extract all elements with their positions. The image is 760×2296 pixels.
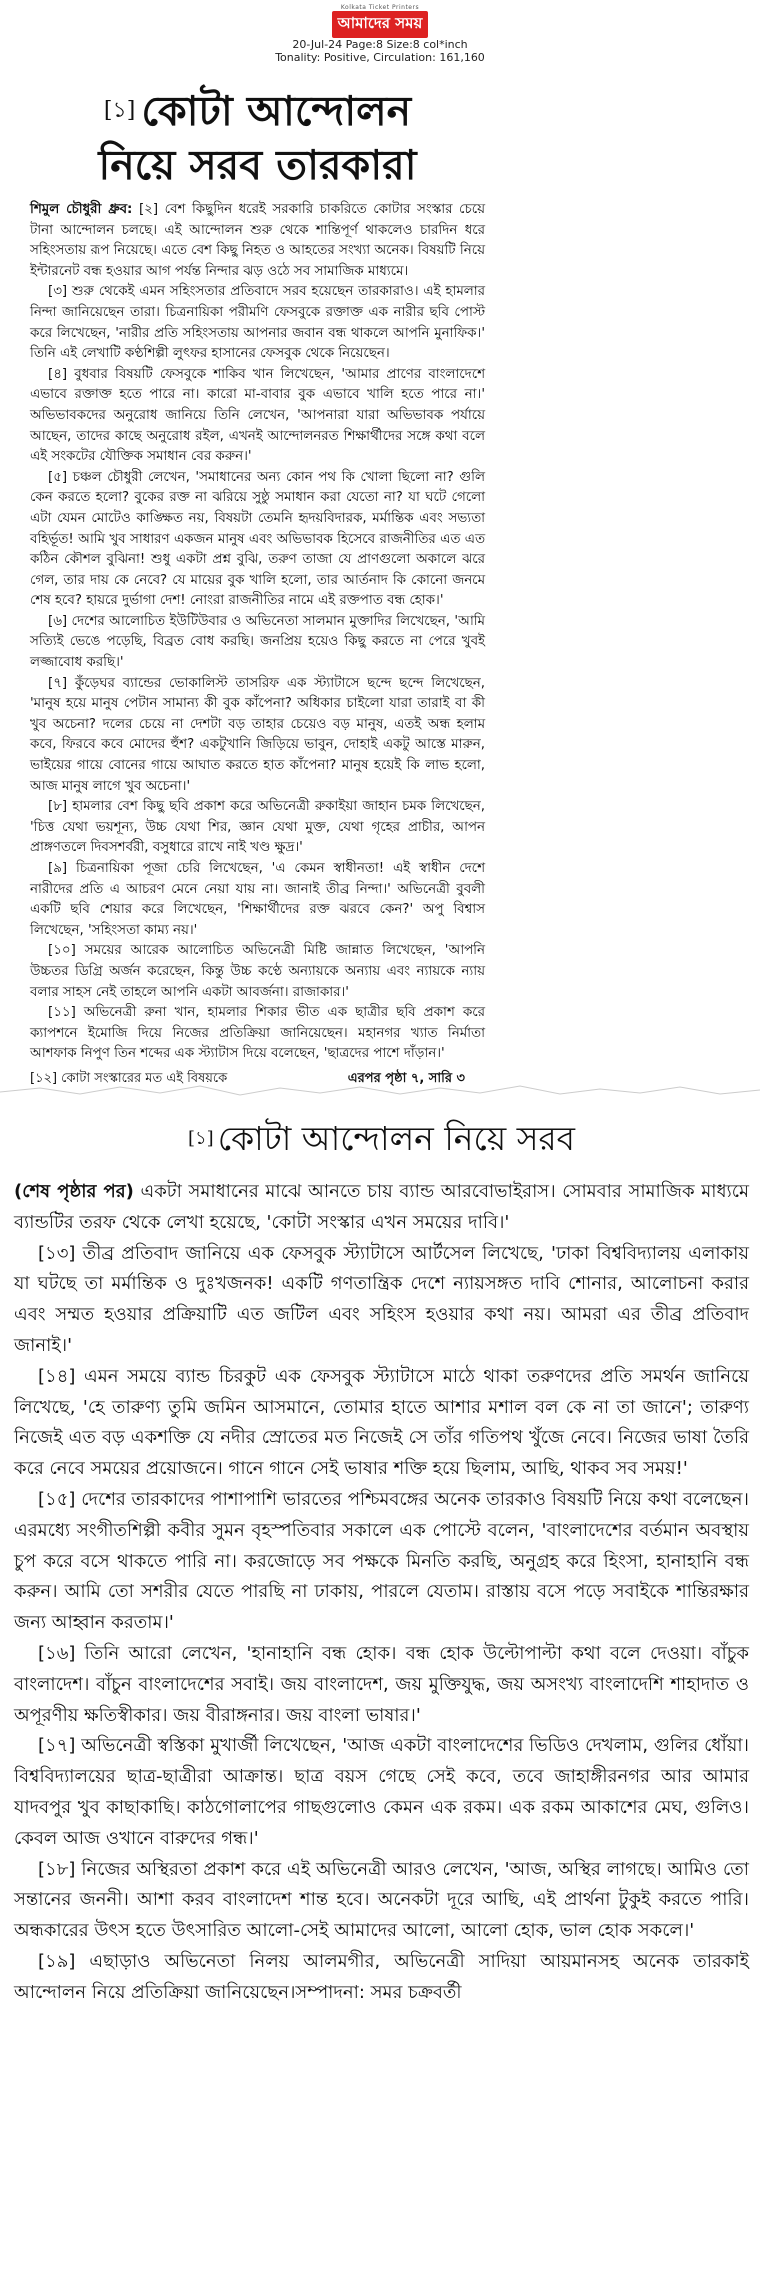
headline-line1: কোটা আন্দোলন — [141, 87, 412, 135]
headline-line2: নিয়ে সরব তারকারা — [98, 141, 417, 189]
article-body — [30, 200, 485, 1090]
article-clip-front — [30, 84, 485, 1086]
paragraph: [৩] শুরু থেকেই এমন সহিংসতার প্রতিবাদে সরব হয়েছেন তারকারাও। এই হামলার নিন্দা জানিয়েছেন তারা। চিত্রনায়িকা পরীমণি ফেসবুকে রক্তাক্ত এক নারীর ছবি পোস্ট করে লিখেছেন, 'নারীর প্রতি সহিংসতায় আপনার জবান বন্ধ থাকলে আপনি মুনাফিক।' তিনি এই লেখাটি কণ্ঠশিল্পী লুৎফর হাসানের ফেসবুক থেকে নিয়েছেন। — [30, 284, 485, 362]
newspaper-logo — [332, 4, 429, 38]
continued-body — [14, 1177, 749, 2009]
logo-text: আমাদের সময় — [332, 11, 429, 38]
clip-divider — [0, 1072, 760, 1112]
paragraph — [14, 1177, 749, 1239]
continued-on-page: এরপর পৃষ্ঠা ৭, সারি ৩ — [347, 1070, 465, 1086]
paragraph: [৮] হামলার বেশ কিছু ছবি প্রকাশ করে অভিনেত্রী রুকাইয়া জাহান চমক লিখেছেন, 'চিত্ত যেথা ভয়শূন্য, উচ্চ যেথা শির, জ্ঞান যেথা মুক্ত, যেথা গৃহের প্রাচীর, আপন প্রাঙ্গণতলে দিবসশর্বরী, বসুধারে রাখে নাই খণ্ড ক্ষুদ্র।' — [30, 799, 485, 856]
paragraph: [৯] চিত্রনায়িকা পূজা চেরি লিখেছেন, 'এ কেমন স্বাধীনতা! এই স্বাধীন দেশে নারীদের প্রতি এ আচরণ মেনে নেয়া যায় না। জানাই তীব্র নিন্দা।' অভিনেত্রী বুবলী একটি ছবি শেয়ার করে লিখেছেন, 'শিক্ষার্থীদের রক্ত ঝরবে কেন?' অপু বিশ্বাস লিখেছেন, 'সহিংসতা কাম্য নয়।' — [30, 861, 485, 938]
paragraph: [১৯] এছাড়াও অভিনেতা নিলয় আলমগীর, অভিনেত্রী সাদিয়া আয়মানসহ অনেক তারকাই আন্দোলন নিয়ে প্রতিক্রিয়া জানিয়েছেন।সম্পাদনা: সমর চক্রবর্তী — [14, 1950, 749, 2003]
clip-meta-line2: Tonality: Positive, Circulation: 161,160 — [275, 51, 485, 64]
continued-from: (শেষ পৃষ্ঠার পর) — [14, 1181, 134, 1202]
clipping-header — [0, 0, 760, 62]
logo-caption: Kolkata Ticket Printers — [340, 4, 420, 11]
paragraph: [৫] চঞ্চল চৌধুরী লেখেন, 'সমাধানের অন্য কোন পথ কি খোলা ছিলো না? গুলি কেন করতে হলো? বুকের রক্ত না ঝরিয়ে সুষ্ঠু সমাধান করা যেতো না? যা ঘটে গেলো এটা যেমন মোটেও কাঙ্ক্ষিত নয়, বিষয়টা তেমনি হৃদয়বিদারক, মর্মান্তিক এবং সভ্যতা বহির্ভূত! আমি খুব সাধারণ একজন মানুষ এবং অভিভাবক হিসেবে রাজনীতির এত এত কঠিন কৌশল বুঝিনা! শুধু একটা প্রশ্ন বুঝি, তরুণ তাজা যে প্রাণগুলো অকালে ঝরে গেল, তার দায় কে নেবে? যে মায়ের বুক খালি হলো, তার আর্তনাদ কি কোনো জনমে শেষ হবে? হায়রে দুর্ভাগা দেশ! নোংরা রাজনীতির নামে এই রক্তপাত বন্ধ হোক।' — [30, 469, 485, 609]
paragraph — [30, 200, 485, 282]
article-headline — [30, 84, 485, 192]
paragraph: [৪] বুধবার বিষয়টি ফেসবুকে শাকিব খান লিখেছেন, 'আমার প্রাণের বাংলাদেশে এভাবে রক্তাক্ত হতে পারে না। কারো মা-বাবার বুক এভাবে খালি হতে পারে না।' অভিভাবকদের অনুরোধ জানিয়ে তিনি লেখেন, 'আপনারা যারা অভিভাবক পর্যায়ে আছেন, তাদের কাছে অনুরোধ রইল, এখনই আন্দোলনরত শিক্ষার্থীদের সঙ্গে কথা বলে এই সংকটের যৌক্তিক সমাধান বের করুন।' — [30, 366, 485, 465]
paragraph: [১৩] তীব্র প্রতিবাদ জানিয়ে এক ফেসবুক স্ট্যাটাসে আর্টসেল লিখেছে, 'ঢাকা বিশ্ববিদ্যালয় এলাকায় যা ঘটছে তা মর্মান্তিক ও দুঃখজনক! একটি গণতান্ত্রিক দেশে ন্যায়সঙ্গত দাবি শোনার, আলোচনা করার এবং সম্মত হওয়ার প্রক্রিয়াটি এত জটিল এবং সহিংস হওয়ার কথা নয়। আমরা এর তীব্র প্রতিবাদ জানাই।' — [14, 1242, 749, 1356]
article-clip-continued — [14, 1115, 749, 2290]
paragraph: [১৮] নিজের অস্থিরতা প্রকাশ করে এই অভিনেত্রী আরও লেখেন, 'আজ, অস্থির লাগছে। আমিও তো সন্তানের জননী। আশা করব বাংলাদেশ শান্ত হবে। অনেকটা দূরে আছি, এই প্রার্থনা টুকুই করতে পারি। অন্ধকারের উৎস হতে উৎসারিত আলো-সেই আমাদের আলো, আলো হোক, ভাল হোক সকলে।' — [14, 1858, 749, 1942]
headline-tag: [১] — [187, 1128, 214, 1149]
last-paragraph-start: [১২] কোটা সংস্কারের মত এই বিষয়কে — [30, 1070, 228, 1086]
paragraph: [১৪] এমন সময়ে ব্যান্ড চিরকুট এক ফেসবুক স্ট্যাটাসে মাঠে থাকা তরুণদের প্রতি সমর্থন জানিয়ে লিখেছে, 'হে তারুণ্য তুমি জমিন আসমানে, তোমার হাতে আশার মশাল বল কে না তা জানে'; তারুণ্য নিজেই এত বড় একশক্তি যে নদীর স্রোতের মত নিজেই সে তাঁর গতিপথ খুঁজে নেবে। নিজের ভাষা তৈরি করে নেবে সময়ের প্রয়োজনে। গানে গানে সেই ভাষার শক্তি হয়ে ছিলাম, আছি, থাকব সব সময়!' — [14, 1365, 749, 1480]
author-byline: শিমুল চৌধুরী ধ্রুব: — [30, 202, 133, 217]
clip-meta-line1: 20-Jul-24 Page:8 Size:8 col*inch — [292, 38, 468, 51]
paragraph: [১৫] দেশের তারকাদের পাশাপাশি ভারতের পশ্চিমবঙ্গের অনেক তারকাও বিষয়টি নিয়ে কথা বলেছেন। এরমধ্যে সংগীতশিল্পী কবীর সুমন বৃহস্পতিবার সকালে এক পোস্টে বলেন, 'বাংলাদেশের বর্তমান অবস্থায় চুপ করে বসে থাকতে পারি না। করজোড়ে সব পক্ষকে মিনতি করছি, অনুগ্রহ করে হিংসা, হানাহানি বন্ধ করুন। আমি তো সশরীর যেতে পারছি না ঢাকায়, পারলে যেতাম। রাস্তায় বসে পড়ে সবাইকে শান্তিরক্ষার জন্য আহ্বান করতাম।' — [14, 1488, 749, 1634]
paragraph: [৭] কুঁড়েঘর ব্যান্ডের ভোকালিস্ট তাসরিফ এক স্ট্যাটাসে ছন্দে ছন্দে লিখেছেন, 'মানুষ হয়ে মানুষ পেটান সামান্য কী বুক কাঁপেনা? অধিকার চাইলো যারা তারাই বা কী খুব অচেনা? দলের চেয়ে না দেশটা বড় তাহার চেয়েও বড় মানুষ, এতই অন্ধ হলাম কবে, ফিরবে কবে মোদের হুঁশ? একটুখানি জিড়িয়ে ভাবুন, দোহাই একটু আস্তে মারুন, ভাইয়ের গায়ে বোনের গায়ে আঘাত করতে হাত কাঁপেনা? মানুষ হয়েই কি লাভ হলো, আজ মানুষ লাগে খুব অচেনা।' — [30, 675, 485, 794]
headline-text: কোটা আন্দোলন নিয়ে সরব — [217, 1119, 576, 1158]
headline-tag: [১] — [103, 98, 136, 123]
paragraph: [১৭] অভিনেত্রী স্বস্তিকা মুখার্জী লিখেছেন, 'আজ একটা বাংলাদেশের ভিডিও দেখলাম, গুলির ধোঁয়া। বিশ্ববিদ্যালয়ের ছাত্র-ছাত্রীরা আক্রান্ত। ছাত্র বয়স গেছে সেই কবে, তবে জাহাঙ্গীরনগর আর আমার যাদবপুর খুব কাছাকাছি। কাঠগোলাপের গাছগুলোও কেমন এক রকম। এক রকম আকাশের মেঘ, গুলিও। কেবল আজ ওখানে বারুদের গন্ধ।' — [14, 1735, 749, 1849]
paragraph: [৬] দেশের আলোচিত ইউটিউবার ও অভিনেতা সালমান মুক্তাদির লিখেছেন, 'আমি সত্যিই ভেঙে পড়েছি, বিব্রত বোধ করছি। জনপ্রিয় হয়েও কিছু করতে না পেরে খুবই লজ্জাবোধ করছি।' — [30, 613, 485, 671]
continued-headline — [14, 1115, 749, 1163]
paragraph: [১০] সময়ের আরেক আলোচিত অভিনেত্রী মিষ্টি জান্নাত লিখেছেন, 'আপনি উচ্চতর ডিগ্রি অর্জন করেছেন, কিন্তু উচ্চ কণ্ঠে অন্যায়কে অন্যায় এবং ন্যায়কে ন্যায় বলার সাহস নেই তাহলে আপনি একটা আবর্জনা। রাজাকার।' — [30, 943, 485, 1000]
paragraph: [১৬] তিনি আরো লেখেন, 'হানাহানি বন্ধ হোক। বন্ধ হোক উল্টোপাল্টা কথা বলে দেওয়া। বাঁচুক বাংলাদেশ। বাঁচুন বাংলাদেশের সবাই। জয় বাংলাদেশ, জয় মুক্তিযুদ্ধ, জয় অসংখ্য বাংলাদেশি শাহাদাত ও অপূরণীয় ক্ষতিস্বীকার। জয় বীরাঙ্গনার। জয় বাংলা ভাষার।' — [14, 1642, 749, 1726]
paragraph: [১১] অভিনেত্রী রুনা খান, হামলার শিকার ভীত এক ছাত্রীর ছবি প্রকাশ করে ক্যাপশনে ইমোজি দিয়ে নিজের প্রতিক্রিয়া জানিয়েছেন। মহানগর খ্যাত নির্মাতা আশফাক নিপুণ তিন শব্দের এক স্ট্যাটাস দিয়ে বলেছেন, 'ছাত্রদের পাশে দাঁড়ান।' — [30, 1005, 485, 1062]
paragraph-text: [২] বেশ কিছুদিন ধরেই সরকারি চাকরিতে কোটার সংস্কার চেয়ে টানা আন্দোলন চলছে। এই আন্দোলন শুরু থেকে শান্তিপূর্ণ থাকলেও চারদিন ধরে সহিংসতায় রূপ নিয়েছে। এতে বেশ কিছু নিহত ও আহতের সংখ্যা অনেক। বিষয়টি নিয়ে ইন্টারনেট বন্ধ হওয়ার আগ পর্যন্ত নিন্দার ঝড় ওঠে সব সামাজিক মাধ্যমে। — [30, 202, 485, 279]
paragraph-text: একটা সমাধানের মাঝে আনতে চায় ব্যান্ড আরবোভাইরাস। সোমবার সামাজিক মাধ্যমে ব্যান্ডটির তরফ থেকে লেখা হয়েছে, 'কোটা সংস্কার এখন সময়ের দাবি।' — [14, 1181, 749, 1233]
